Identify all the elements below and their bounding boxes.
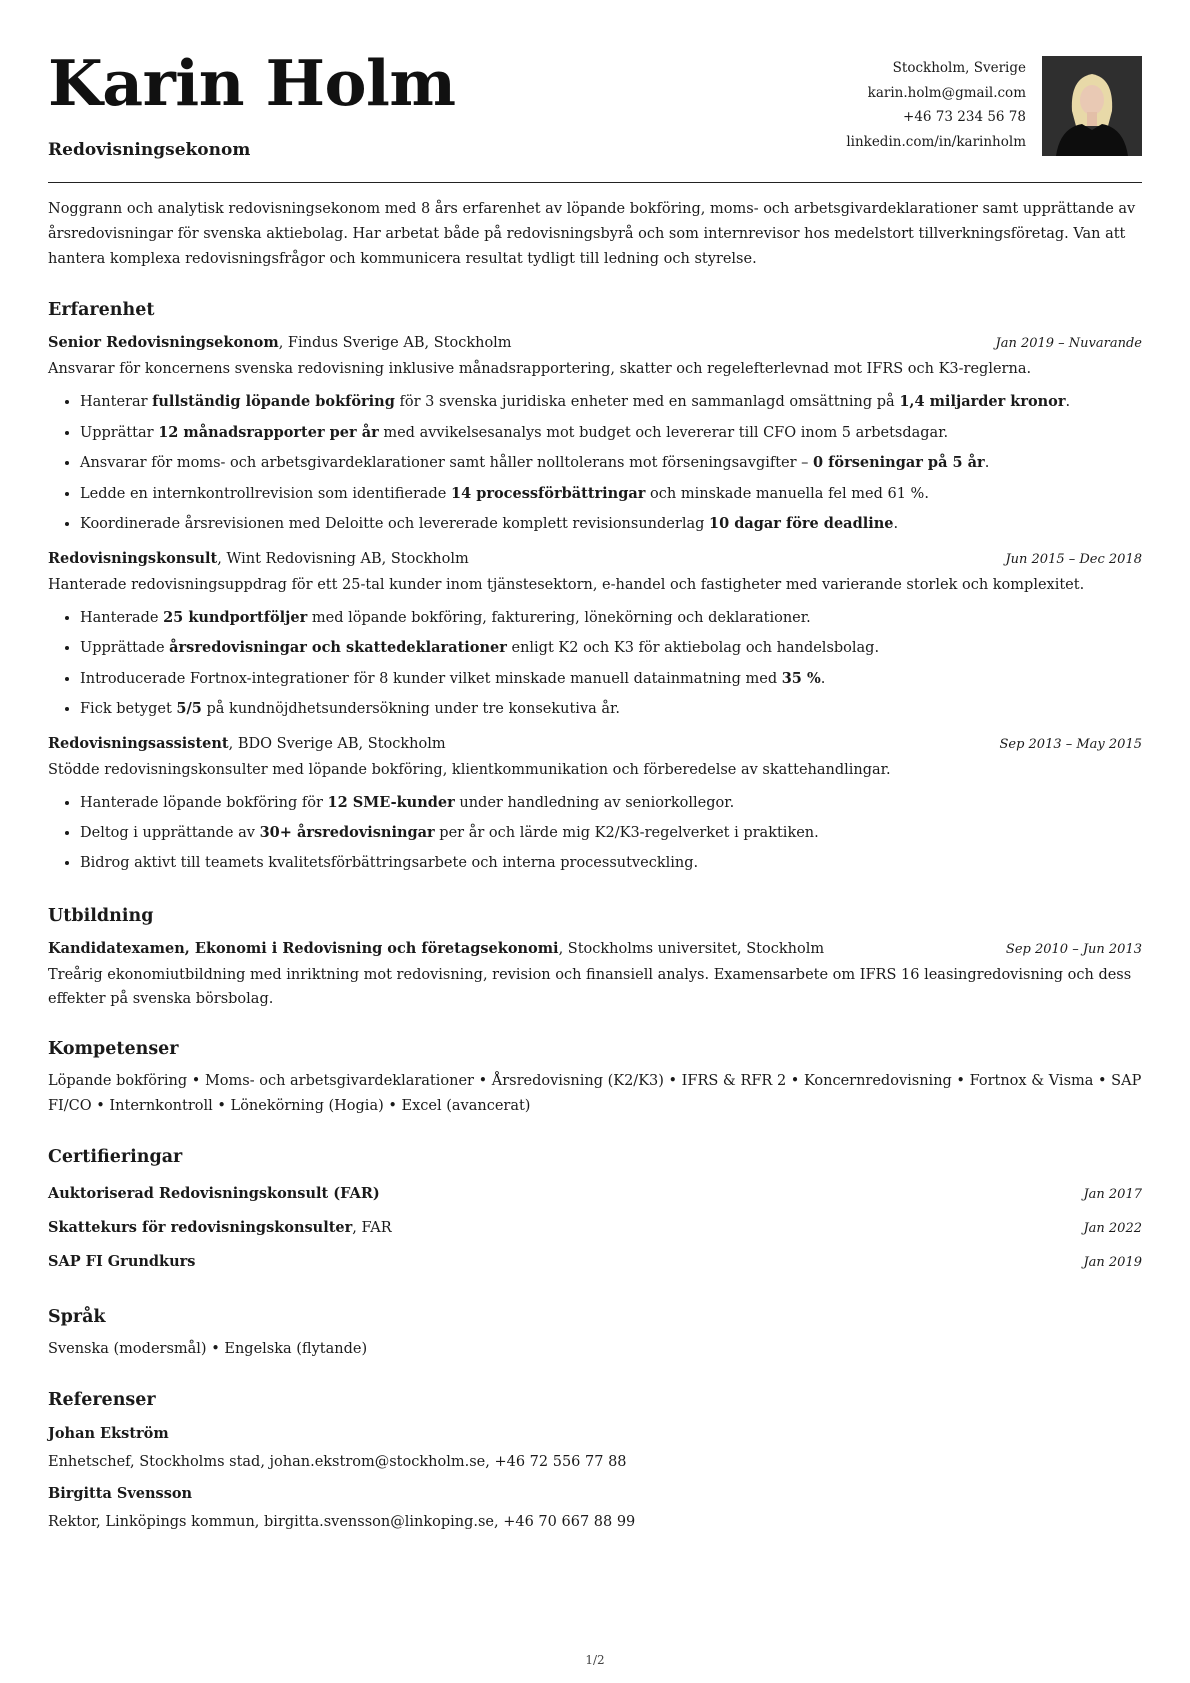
achievement-highlight: 30+ årsredovisningar (259, 824, 435, 841)
achievement-text: Hanterar (80, 394, 153, 410)
resume-page (48, 0, 1142, 1540)
achievement-item (80, 694, 1142, 725)
profile-summary: Noggrann och analytisk redovisningsekonom med 8 års erfarenhet av löpande bokföring, moms- och arbetsgivardeklarationer samt upprättande av årsredovisningar för svenska aktiebolag. Har arbetat både på redovisningsbyrå och som internrevisor hos medelstort tillverkningsföretag. Van att hantera komplexa redovisningsfrågor och kommunicera resultat tydligt till ledning och styrelse. (48, 201, 1136, 267)
achievement-text: per år och lärde mig K2/K3-regelverket i praktiken. (434, 825, 819, 841)
education-entry (48, 936, 1142, 1011)
certification-item (48, 1177, 1142, 1211)
education-header (48, 936, 1142, 963)
certification-date: Jan 2017 (1083, 1187, 1142, 1202)
achievement-highlight: 12 månadsrapporter per år (158, 423, 379, 441)
achievement-item (80, 818, 1142, 849)
languages-section (48, 1305, 1142, 1362)
section-heading-experience: Erfarenhet (48, 300, 155, 320)
achievement-highlight: 14 processförbättringar (451, 484, 646, 502)
achievement-item (80, 479, 1142, 510)
contact-linkedin[interactable]: linkedin.com/in/karinholm (846, 133, 1026, 150)
job-entry (48, 330, 1142, 540)
job-date: Jun 2015 – Dec 2018 (1005, 551, 1142, 567)
job-date: Jan 2019 – Nuvarande (995, 336, 1142, 351)
achievement-highlight: 12 SME-kunder (327, 793, 455, 811)
achievement-text: . (820, 670, 826, 687)
languages-list: Svenska (modersmål) • Engelska (flytande) (48, 1341, 368, 1357)
achievement-text: Introducerade Fortnox-integrationer för 8 kunder vilket minskade manuell datainmatning med (80, 670, 782, 687)
contact-phone: +46 73 234 56 78 (903, 109, 1026, 125)
certification-title: SAP FI Grundkurs (48, 1253, 196, 1270)
achievement-text: för 3 svenska juridiska enheter med en sammanlagd omsättning på (394, 394, 900, 410)
achievement-text: . (1065, 394, 1071, 410)
reference-name: Birgitta Svensson (48, 1485, 193, 1502)
reference-detail: Rektor, Linköpings kommun, birgitta.svensson@linkoping.se, +46 70 667 88 99 (48, 1514, 636, 1530)
job-title: Redovisningsassistent (48, 734, 229, 752)
achievement-text: Upprättade (80, 640, 170, 656)
contact-email[interactable]: karin.holm@gmail.com (867, 84, 1026, 101)
achievement-highlight: 10 dagar före deadline (709, 515, 894, 532)
achievement-highlight: fullständig löpande bokföring (152, 393, 395, 410)
job-title-line (48, 546, 469, 572)
page-number: 1/2 (585, 1653, 605, 1667)
achievement-text: Upprättar (80, 424, 159, 441)
skills-section (48, 1037, 1142, 1119)
achievement-highlight: årsredovisningar och skattedeklarationer (169, 639, 507, 656)
job-header (48, 330, 1142, 357)
job-entry (48, 731, 1142, 879)
certifications-section (48, 1145, 1142, 1279)
job-description: Stödde redovisningskonsulter med löpande bokföring, klientkommunikation och förberedelse av skattehandlingar. (48, 761, 891, 778)
achievement-highlight: 35 % (781, 669, 821, 687)
references-section (48, 1388, 1142, 1536)
job-header (48, 731, 1142, 758)
candidate-name: Karin Holm (48, 46, 456, 120)
job-list (48, 330, 1142, 878)
achievement-item (80, 633, 1142, 664)
education-section (48, 904, 1142, 1011)
resume-header (48, 0, 1142, 183)
achievement-item (80, 418, 1142, 449)
skills-list: Löpande bokföring • Moms- och arbetsgivardeklarationer • Årsredovisning (K2/K3) • IFRS & RFR 2 • Koncernredovisning • Fortnox & Visma • SAP FI/CO • Internkontroll • Lönekörning (Hogia) • Excel (avancerat) (48, 1073, 1142, 1114)
section-heading-certifications: Certifieringar (48, 1147, 183, 1167)
achievement-text: Koordinerade årsrevisionen med Deloitte och levererade komplett revisionsunderlag (80, 516, 709, 532)
achievement-item (80, 788, 1142, 819)
job-employer: , Wint Redovisning AB, Stockholm (217, 550, 469, 567)
job-achievements (48, 603, 1142, 725)
certification-item (48, 1211, 1142, 1245)
achievement-text: . (893, 516, 899, 532)
job-employer: , BDO Sverige AB, Stockholm (228, 735, 446, 752)
contact-block (846, 56, 1026, 154)
education-school: , Stockholms universitet, Stockholm (558, 941, 825, 957)
job-entry (48, 546, 1142, 725)
achievement-text: med löpande bokföring, fakturering, lönekörning och deklarationer. (307, 609, 811, 626)
achievement-text: på kundnöjdhetsundersökning under tre konsekutiva år. (201, 701, 620, 717)
achievement-text: Hanterade löpande bokföring för (80, 794, 328, 811)
education-description: Treårig ekonomiutbildning med inriktning mot redovisning, revision och finansiell analys. Examensarbete om IFRS 16 leasingredovisning och dess effekter på svenska börsbolag. (48, 967, 1132, 1007)
job-date: Sep 2013 – May 2015 (999, 736, 1142, 752)
section-heading-skills: Kompetenser (48, 1039, 179, 1059)
achievement-item (80, 387, 1142, 418)
education-degree: Kandidatexamen, Ekonomi i Redovisning och företagsekonomi (48, 940, 559, 957)
job-title-line (48, 330, 512, 356)
achievement-text: och minskade manuella fel med 61 %. (645, 485, 929, 502)
section-heading-references: Referenser (48, 1390, 156, 1410)
job-title: Senior Redovisningsekonom (48, 334, 279, 351)
job-achievements (48, 788, 1142, 879)
certification-title: Auktoriserad Redovisningskonsult (FAR) (48, 1185, 380, 1202)
achievement-text: enligt K2 och K3 för aktiebolag och handelsbolag. (506, 640, 880, 656)
certification-date: Jan 2022 (1083, 1221, 1142, 1236)
achievement-item (80, 664, 1142, 695)
education-title-line (48, 936, 824, 962)
achievement-text: Ledde en internkontrollrevision som identifierade (80, 485, 451, 502)
achievement-text: Ansvarar för moms- och arbetsgivardeklarationer samt håller nolltolerans mot förseningsavgifter – (80, 455, 814, 471)
job-header (48, 546, 1142, 573)
achievement-text: Fick betyget (80, 701, 177, 717)
achievement-text: under handledning av seniorkollegor. (454, 794, 735, 811)
certification-title: Skattekurs för redovisningskonsulter (48, 1219, 353, 1236)
achievement-highlight: 0 förseningar på 5 år (813, 454, 985, 471)
contact-location: Stockholm, Sverige (892, 60, 1026, 76)
reference-name: Johan Ekström (48, 1425, 169, 1442)
job-title-line (48, 731, 446, 757)
achievement-highlight: 1,4 miljarder kronor (899, 393, 1066, 410)
achievement-highlight: 25 kundportföljer (163, 608, 308, 626)
achievement-text: . (984, 455, 990, 471)
section-heading-languages: Språk (48, 1307, 106, 1327)
achievement-text: Hanterade (80, 609, 164, 626)
experience-section (48, 298, 1142, 878)
certification-date: Jan 2019 (1083, 1255, 1142, 1270)
achievement-item (80, 448, 1142, 479)
reference-detail: Enhetschef, Stockholms stad, johan.ekstrom@stockholm.se, +46 72 556 77 88 (48, 1454, 627, 1470)
achievement-highlight: 5/5 (176, 700, 202, 717)
achievement-item (80, 849, 1142, 879)
achievement-item (80, 603, 1142, 634)
job-employer: , Findus Sverige AB, Stockholm (278, 335, 512, 351)
certification-issuer: , FAR (352, 1220, 392, 1236)
job-description: Hanterade redovisningsuppdrag för ett 25-tal kunder inom tjänstesektorn, e-handel och fastigheter med varierande storlek och komplexitet. (48, 576, 1085, 593)
achievement-text: Deltog i upprättande av (80, 825, 260, 841)
section-heading-education: Utbildning (48, 906, 154, 926)
certification-item (48, 1245, 1142, 1279)
profile-photo (1042, 56, 1142, 156)
job-title: Redovisningskonsult (48, 549, 218, 567)
achievement-item (80, 509, 1142, 540)
job-achievements (48, 387, 1142, 540)
achievement-text: med avvikelsesanalys mot budget och levererar till CFO inom 5 arbetsdagar. (378, 424, 949, 441)
achievement-text: Bidrog aktivt till teamets kvalitetsförbättringsarbete och interna processutveckling. (80, 854, 699, 871)
job-description: Ansvarar för koncernens svenska redovisning inklusive månadsrapportering, skatter och regelefterlevnad mot IFRS och K3-reglerna. (48, 361, 1032, 377)
candidate-role: Redovisningsekonom (48, 140, 251, 160)
education-date: Sep 2010 – Jun 2013 (1005, 942, 1142, 957)
